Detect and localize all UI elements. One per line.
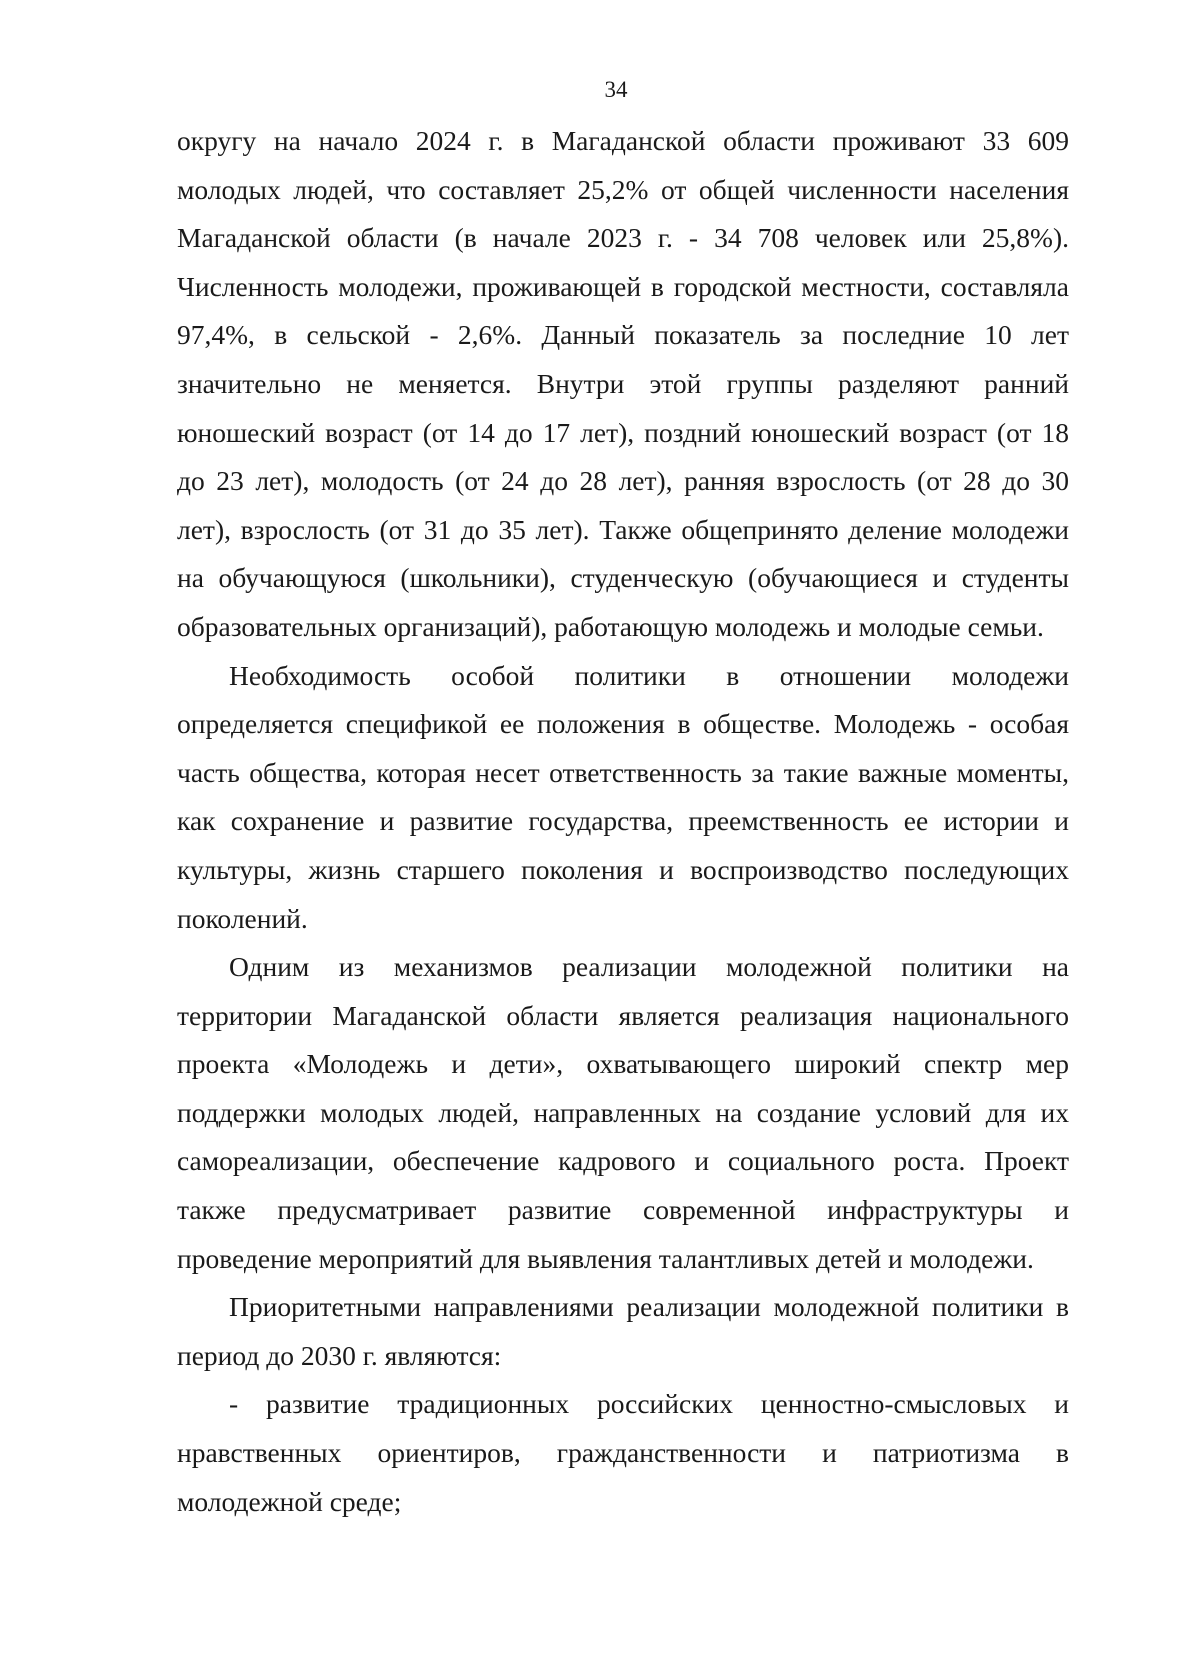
- text-line: - развитие традиционных российских ценностно-смысловых и: [229, 1388, 1069, 1420]
- text-line: период до 2030 г. являются:: [177, 1339, 502, 1371]
- text-line: самореализации, обеспечение кадрового и социального роста. Проект: [177, 1145, 1069, 1177]
- text-line: территории Магаданской области является реализация национального: [177, 999, 1069, 1031]
- text-line: 97,4%, в сельской - 2,6%. Данный показатель за последние 10 лет: [177, 319, 1069, 351]
- text-line: поколений.: [177, 902, 308, 934]
- text-line: также предусматривает развитие современной инфраструктуры и: [177, 1194, 1069, 1226]
- text-line: Численность молодежи, проживающей в городской местности, составляла: [177, 270, 1069, 302]
- text-line: нравственных ориентиров, гражданственности и патриотизма в: [177, 1437, 1069, 1469]
- text-line: Приоритетными направлениями реализации молодежной политики в: [229, 1291, 1069, 1323]
- text-line: молодых людей, что составляет 25,2% от общей численности населения: [177, 173, 1069, 205]
- document-body: [177, 126, 1069, 1535]
- text-line: Одним из механизмов реализации молодежной политики на: [229, 951, 1069, 983]
- page-number: 34: [604, 77, 628, 102]
- text-line: образовательных организаций), работающую молодежь и молодые семьи.: [177, 610, 1044, 642]
- text-line: значительно не меняется. Внутри этой группы разделяют ранний: [177, 367, 1069, 399]
- text-line: проведение мероприятий для выявления талантливых детей и молодежи.: [177, 1242, 1034, 1274]
- text-line: проекта «Молодежь и дети», охватывающего широкий спектр мер: [177, 1048, 1069, 1080]
- text-line: Магаданской области (в начале 2023 г. - 34 708 человек или 25,8%).: [177, 222, 1069, 254]
- text-line: как сохранение и развитие государства, преемственность ее истории и: [177, 805, 1069, 837]
- text-line: округу на начало 2024 г. в Магаданской области проживают 33 609: [177, 125, 1069, 156]
- text-line: молодежной среде;: [177, 1485, 402, 1517]
- text-line: часть общества, которая несет ответственность за такие важные моменты,: [177, 756, 1069, 788]
- text-line: на обучающуюся (школьники), студенческую (обучающиеся и студенты: [177, 562, 1069, 594]
- text-line: до 23 лет), молодость (от 24 до 28 лет), ранняя взрослость (от 28 до 30: [177, 465, 1069, 497]
- text-line: культуры, жизнь старшего поколения и воспроизводство последующих: [177, 853, 1069, 885]
- text-line: поддержки молодых людей, направленных на создание условий для их: [177, 1096, 1069, 1128]
- text-line: Необходимость особой политики в отношении молодежи: [229, 659, 1069, 691]
- text-line: лет), взрослость (от 31 до 35 лет). Также общепринято деление молодежи: [177, 513, 1069, 545]
- text-line: определяется спецификой ее положения в обществе. Молодежь - особая: [177, 708, 1069, 740]
- text-line: юношеский возраст (от 14 до 17 лет), поздний юношеский возраст (от 18: [177, 416, 1069, 448]
